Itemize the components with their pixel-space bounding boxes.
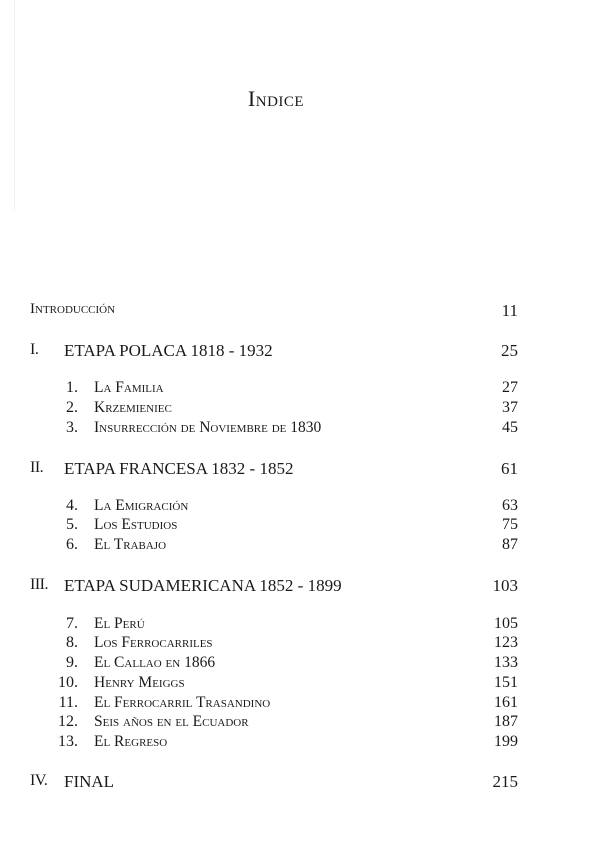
chapter-page: 133 — [494, 654, 518, 671]
chapter-title: Krzemieniec — [94, 399, 172, 416]
chapter-page: 161 — [494, 694, 518, 711]
chapter-title: Los Ferrocarriles — [94, 634, 213, 651]
chapter-page: 87 — [502, 536, 518, 553]
toc-part-2[interactable] — [30, 459, 518, 481]
chapter-page: 75 — [502, 516, 518, 533]
part-numeral: II. — [30, 459, 44, 476]
chapter-title: La Familia — [94, 379, 164, 396]
chapter-title: El Ferrocarril Trasandino — [94, 694, 271, 711]
chapter-title: Los Estudios — [94, 516, 178, 533]
toc-chapter[interactable] — [30, 536, 518, 558]
part-page: 25 — [501, 341, 518, 360]
part-title: ETAPA FRANCESA 1832 - 1852 — [64, 459, 294, 478]
chapter-title: El Trabajo — [94, 536, 167, 553]
chapter-title: El Callao en 1866 — [94, 654, 216, 671]
part-page: 61 — [501, 459, 518, 478]
part-page: 103 — [492, 576, 518, 595]
page-title: Indice — [247, 86, 305, 111]
toc-entry-introduction[interactable] — [30, 301, 518, 323]
part-numeral: III. — [30, 576, 48, 593]
toc-chapter[interactable] — [30, 379, 518, 401]
chapter-number: 8. — [66, 634, 78, 651]
chapter-number: 4. — [66, 497, 78, 514]
chapter-page: 123 — [494, 634, 518, 651]
toc-part-3[interactable] — [30, 576, 518, 598]
chapter-title: Seis años en el Ecuador — [94, 713, 249, 730]
chapter-number: 9. — [66, 654, 78, 671]
toc-chapter[interactable] — [30, 399, 518, 421]
chapter-number: 10. — [58, 674, 78, 691]
part-page: 215 — [492, 772, 518, 791]
chapter-number: 12. — [58, 713, 78, 730]
chapter-page: 151 — [494, 674, 518, 691]
toc-chapter[interactable] — [30, 713, 518, 735]
toc-chapter[interactable] — [30, 419, 518, 441]
chapter-title: El Perú — [94, 615, 145, 632]
toc-chapter[interactable] — [30, 634, 518, 656]
toc-chapter[interactable] — [30, 733, 518, 755]
toc-part-1[interactable] — [30, 341, 518, 363]
toc-entry-page: 11 — [501, 301, 518, 320]
chapter-number: 7. — [66, 615, 78, 632]
chapter-page: 27 — [502, 379, 518, 396]
chapter-number: 2. — [66, 399, 78, 416]
part-title: ETAPA POLACA 1818 - 1932 — [64, 341, 273, 360]
chapter-number: 11. — [58, 694, 78, 711]
part-title: ETAPA SUDAMERICANA 1852 - 1899 — [64, 576, 342, 595]
chapter-page: 105 — [494, 615, 518, 632]
chapter-title: Insurrección de Noviembre de 1830 — [94, 419, 322, 436]
part-title: FINAL — [64, 772, 115, 791]
chapter-title: Henry Meiggs — [94, 674, 185, 691]
part-numeral: IV. — [30, 772, 48, 789]
part-numeral: I. — [30, 341, 39, 358]
chapter-title: El Regreso — [94, 733, 168, 750]
toc-chapter[interactable] — [30, 674, 518, 696]
chapter-number: 6. — [66, 536, 78, 553]
chapter-page: 199 — [494, 733, 518, 750]
toc-entry-label: Introducción — [30, 301, 116, 317]
chapter-page: 45 — [502, 419, 518, 436]
toc-chapter[interactable] — [30, 516, 518, 538]
chapter-page: 63 — [502, 497, 518, 514]
toc-chapter[interactable] — [30, 654, 518, 676]
chapter-number: 13. — [58, 733, 78, 750]
chapter-number: 3. — [66, 419, 78, 436]
chapter-number: 5. — [66, 516, 78, 533]
chapter-title: La Emigración — [94, 497, 189, 514]
toc-part-4[interactable] — [30, 772, 518, 794]
chapter-page: 187 — [494, 713, 518, 730]
chapter-page: 37 — [502, 399, 518, 416]
chapter-number: 1. — [66, 379, 78, 396]
